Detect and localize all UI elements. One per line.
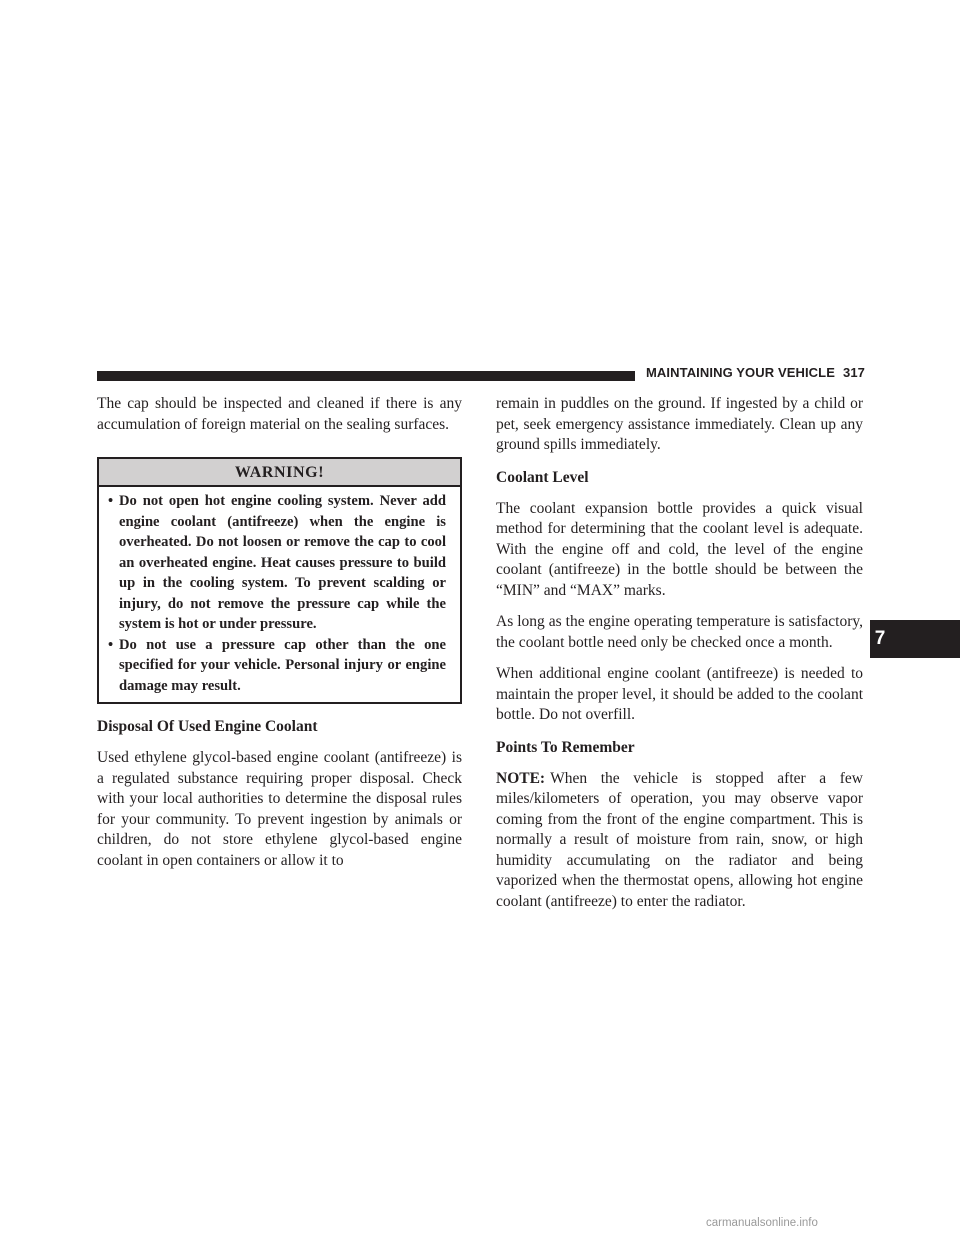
chapter-tab [870,620,960,658]
intro-paragraph: The cap should be inspected and cleaned if there is any accumulation of foreign material on the sealing surfaces. [97,395,462,433]
disposal-paragraph: Used ethylene glycol-based engine coolant (antifreeze) is a regulated substance requiring proper disposal. Check with your local authorities to determine the disposal rules for your community. To prevent ingestion by animals or children, do not store ethylene glycol-based engine coolant in open containers or allow it to [97,749,462,869]
coolant-level-heading: Coolant Level [496,468,589,486]
coolant-level-paragraph: As long as the engine operating temperature is satisfactory, the coolant bottle need only be checked once a month. [496,613,863,651]
points-heading: Points To Remember [496,738,635,756]
watermark: carmanualsonline.info [706,1217,818,1229]
coolant-level-paragraph: When additional engine coolant (antifreeze) is needed to maintain the proper level, it should be added to the coolant bottle. Do not overfill. [496,665,863,723]
note-paragraph [496,769,863,913]
page-number: 317 [842,365,865,380]
chapter-number: 7 [874,628,886,649]
bullet-icon: • [108,636,114,653]
warning-item: • Do not use a pressure cap other than the one specified for your vehicle. Personal injury or engine damage may result. [108,636,446,694]
note-text: When the vehicle is stopped after a few miles/kilometers of operation, you may observe vapor coming from the front of the engine compartment. This is normally a result of moisture from rain, snow, or high humidity accumulating on the radiator and being vaporized when the thermostat opens, allowing hot engine coolant (antifreeze) to enter the radiator. [496,769,863,910]
warning-item: • Do not open hot engine cooling system. Never add engine coolant (antifreeze) when the engine is overheated. Do not loosen or remove the cap to cool an overheated engine. Heat causes pressure to build up in the cooling system. To prevent scalding or injury, do not remove the pressure cap while the system is hot or under pressure. [108,493,446,632]
continued-paragraph: remain in puddles on the ground. If ingested by a child or pet, seek emergency assistance immediately. Clean up any ground spills immediately. [496,395,863,453]
right-column [496,394,863,912]
warning-box [97,457,462,704]
disposal-heading: Disposal Of Used Engine Coolant [97,718,318,735]
note-label: NOTE: [496,769,546,787]
warning-title: WARNING! [99,459,460,487]
coolant-level-paragraph: The coolant expansion bottle provides a quick visual method for determining that the coolant level is adequate. With the engine off and cold, the level of the engine coolant (antifreeze) in the bottle should be between the “MIN” and “MAX” marks. [496,499,863,599]
bullet-icon: • [108,493,114,509]
left-column [97,394,462,871]
section-title: MAINTAINING YOUR VEHICLE [646,365,835,380]
running-header [646,365,866,380]
warning-list [99,491,460,696]
header-rule [97,371,635,381]
